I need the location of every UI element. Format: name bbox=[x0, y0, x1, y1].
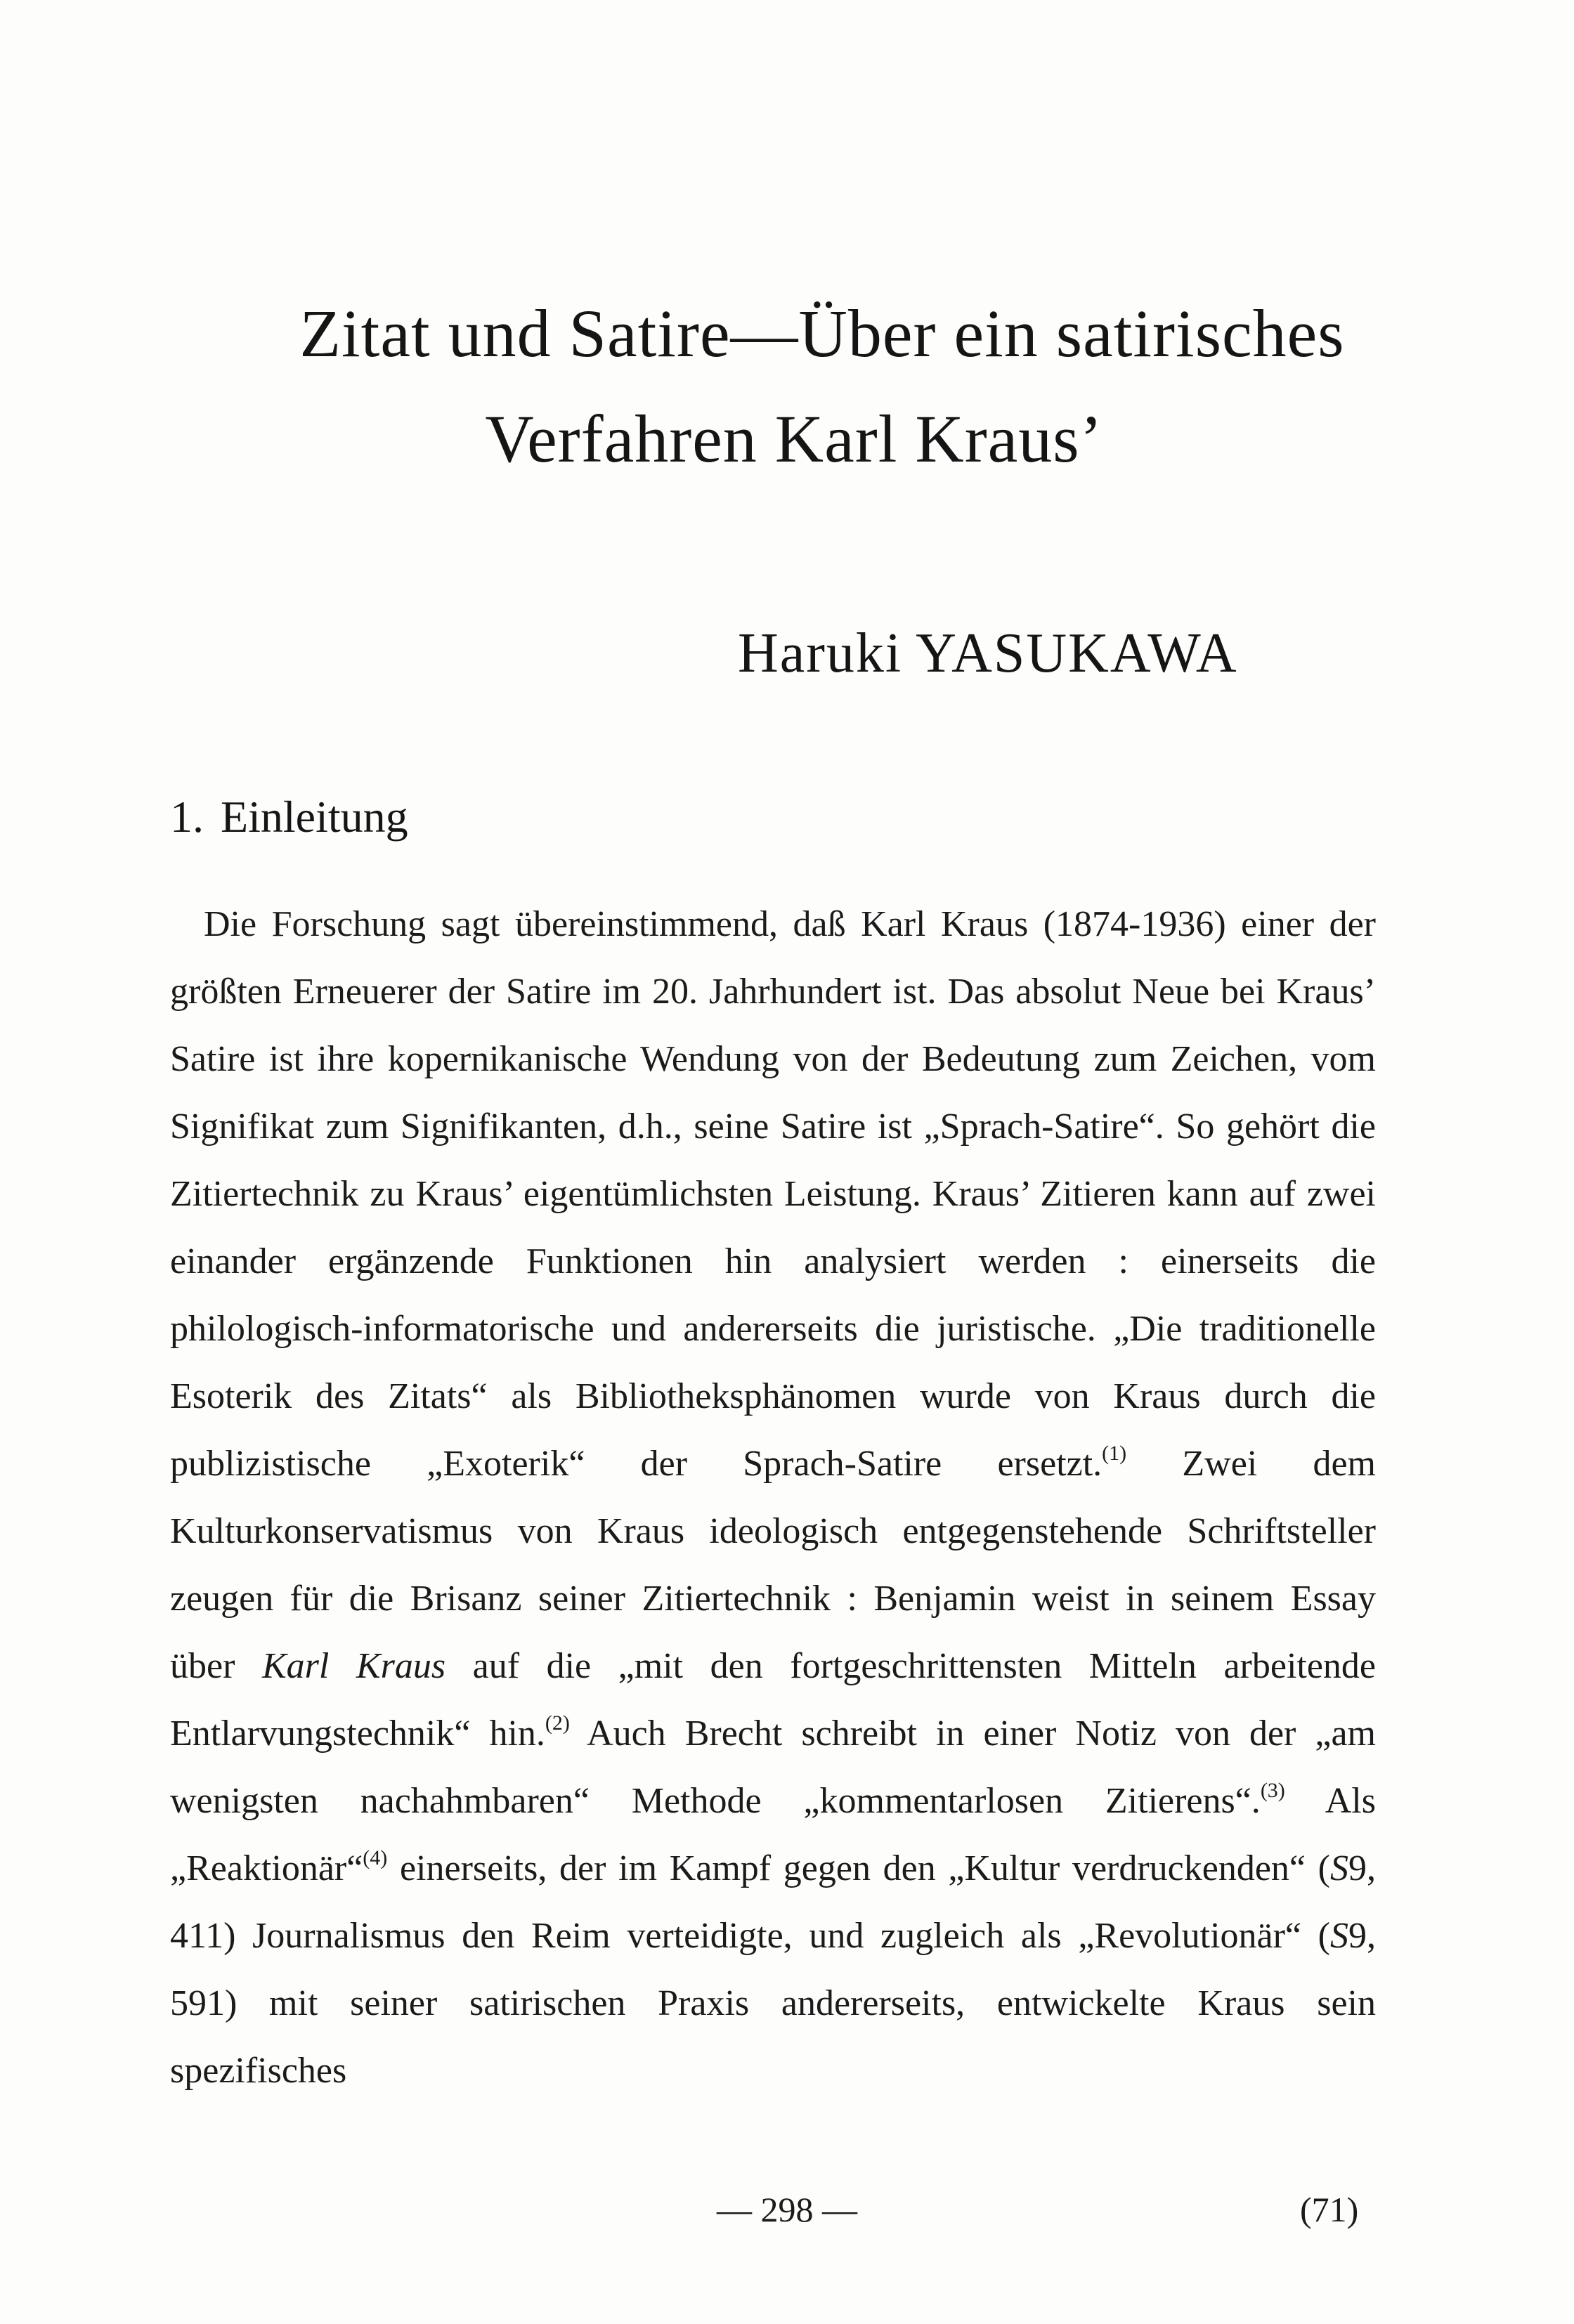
page-number: — 298 — bbox=[717, 2190, 857, 2229]
alternate-page-number: (71) bbox=[1300, 2190, 1359, 2229]
text-run-8: 9, 591) mit seiner satirischen Praxis andererseits, entwickelte Kraus sein spezifisches bbox=[170, 1916, 1376, 2091]
text-run-5: Als „Reaktionär“ bbox=[170, 1781, 1376, 1888]
body-paragraph bbox=[170, 891, 1376, 2105]
text-run-6: einerseits, der im Kampf gegen den „Kultur verdruckenden“ ( bbox=[387, 1848, 1330, 1888]
footnote-ref-3: (3) bbox=[1260, 1779, 1285, 1802]
section-title: Einleitung bbox=[221, 792, 408, 842]
section-heading bbox=[170, 785, 408, 849]
footnote-ref-4: (4) bbox=[363, 1846, 388, 1869]
italic-source-ref-1: S bbox=[1330, 1848, 1348, 1888]
author-name: Haruki YASUKAWA bbox=[738, 622, 1238, 684]
text-run-3: auf die „mit den fortgeschrittensten Mitteln arbeitende Entlarvungstechnik“ hin. bbox=[170, 1646, 1377, 1754]
footnote-ref-1: (1) bbox=[1102, 1442, 1127, 1465]
text-run-2: Zwei dem Kulturkonservatismus von Kraus ideologisch entgegenstehende Schriftsteller zeugen für die Brisanz seiner Zitiertechnik : Benjamin weist in seinem Essay über bbox=[170, 1444, 1376, 1686]
italic-source-ref-2: S bbox=[1330, 1916, 1348, 1956]
section-number: 1. bbox=[170, 792, 204, 842]
text-run-7: 9, 411) Journalismus den Reim verteidigte, und zugleich als „Revolutionär“ ( bbox=[170, 1848, 1376, 1956]
text-run-4: Auch Brecht schreibt in einer Notiz von der „am wenigsten nachahmbaren“ Methode „kommentarlosen Zitierens“. bbox=[170, 1713, 1376, 1821]
text-run-1: Die Forschung sagt übereinstimmend, daß Karl Kraus (1874-1936) einer der größten Erneuerer der Satire im 20. Jahrhundert ist. Das absolut Neue bei Kraus’ Satire ist ihre kopernikanische Wendung von der Bedeutung zum Zeichen, vom Signifikat zum Signifikanten, d.h., seine Satire ist „Sprach-Satire“. So gehört die Zitiertechnik zu Kraus’ eigentümlichsten Leistung. Kraus’ Zitieren kann auf zwei einander ergänzende Funktionen hin analysiert werden : einerseits die philologisch-informatorische und andererseits die juristische. „Die traditionelle Esoterik des Zitats“ als Bibliotheksphänomen wurde von Kraus durch die publizistische „Exoterik“ der Sprach-Satire ersetzt. bbox=[170, 904, 1376, 1484]
title-line-1: Zitat und Satire—Über ein satirisches bbox=[299, 296, 1345, 371]
italic-work-title: Karl Kraus bbox=[261, 1646, 446, 1686]
title-line-2: Verfahren Karl Kraus’ bbox=[485, 401, 1103, 476]
footnote-ref-2: (2) bbox=[545, 1711, 570, 1735]
